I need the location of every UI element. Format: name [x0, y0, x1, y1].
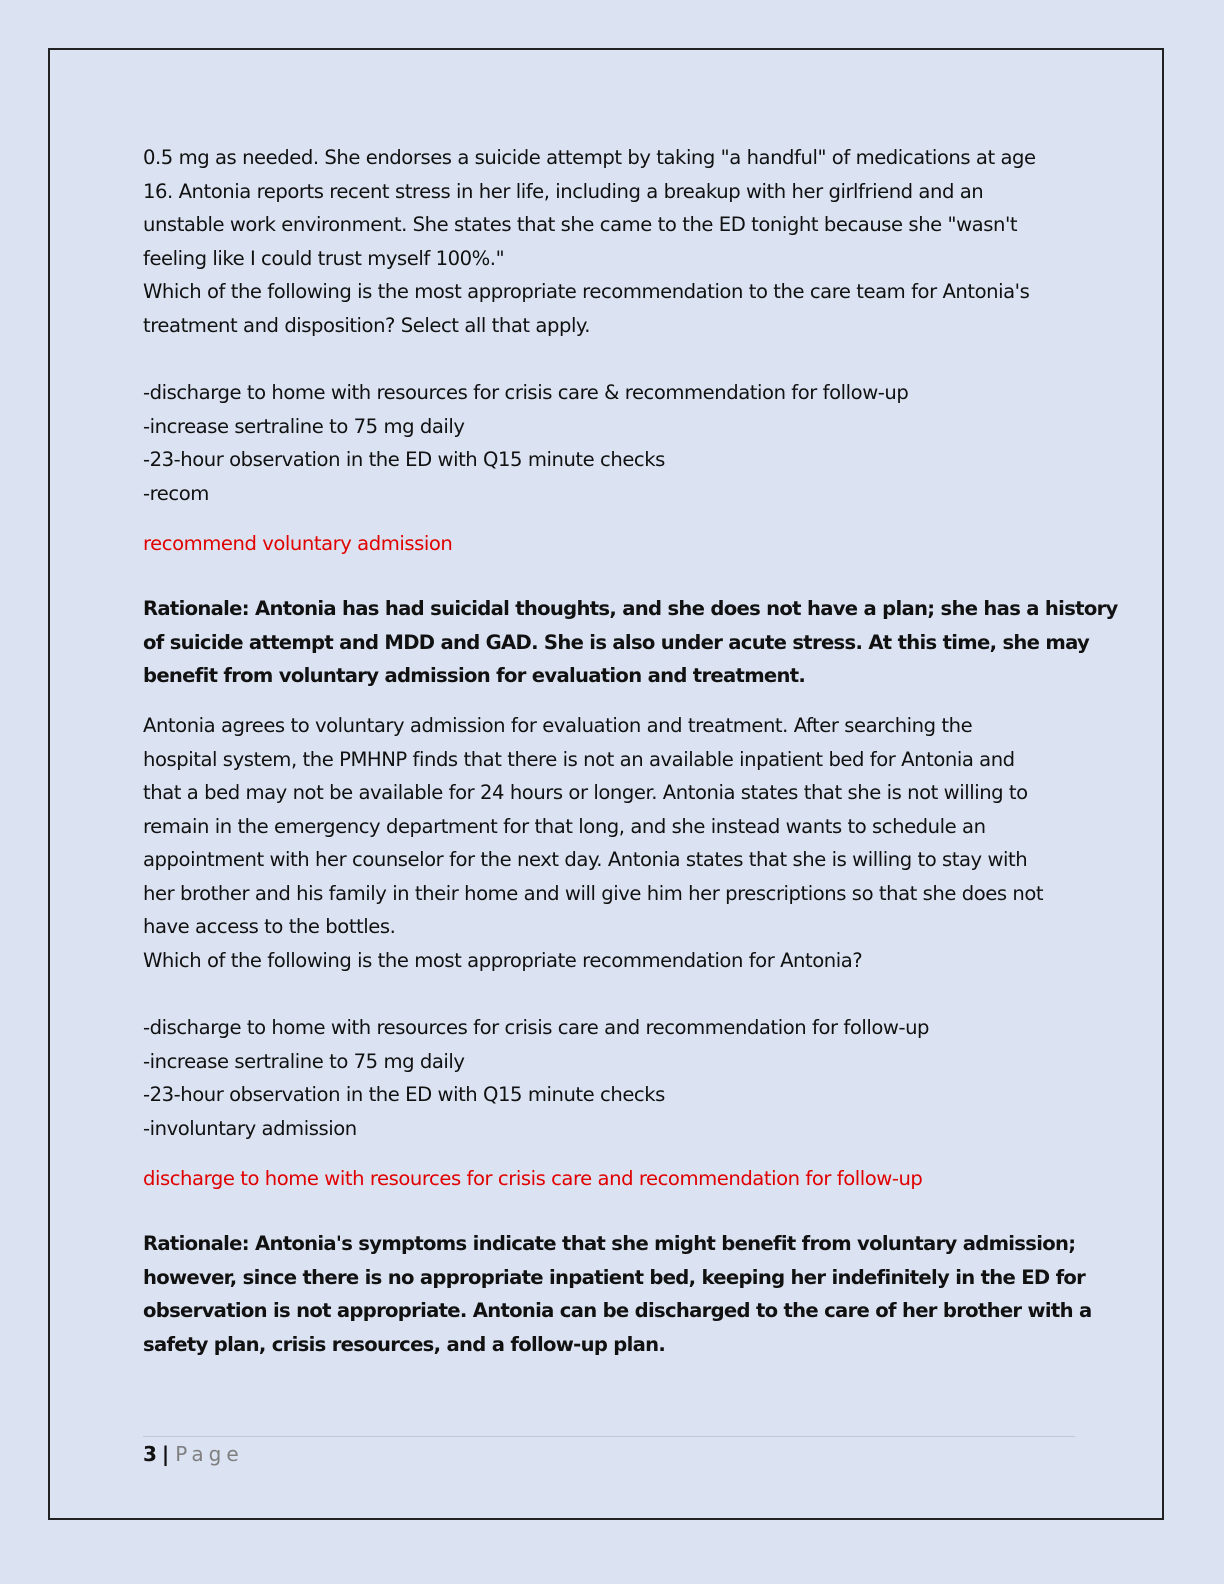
- spacer: [143, 511, 1083, 527]
- question-1-line: treatment and disposition? Select all that apply.: [143, 313, 591, 337]
- page-footer: [143, 1440, 244, 1468]
- rationale-2-line: however, since there is no appropriate inpatient bed, keeping her indefinitely in the ED for: [143, 1265, 1086, 1289]
- option-2: -increase sertraline to 75 mg daily: [143, 1049, 465, 1073]
- option-2: -increase sertraline to 75 mg daily: [143, 414, 465, 438]
- scenario-2-line: remain in the emergency department for that long, and she instead wants to schedule an: [143, 814, 986, 838]
- footer-divider: [143, 1436, 1075, 1437]
- intro-line: 16. Antonia reports recent stress in her life, including a breakup with her girlfriend and an: [143, 179, 984, 203]
- document-body: [143, 141, 1118, 1362]
- scenario-2-line: have access to the bottles.: [143, 915, 396, 939]
- page-label: Page: [175, 1442, 244, 1466]
- page-number: 3: [143, 1442, 157, 1466]
- scenario-2-line: hospital system, the PMHNP finds that there is not an available inpatient bed for Antonia and: [143, 747, 1015, 771]
- rationale-1-line: Rationale: Antonia has had suicidal thoughts, and she does not have a plan; she has a history: [143, 597, 1118, 621]
- question-1-line: Which of the following is the most appropriate recommendation to the care team for Antonia's: [143, 280, 1030, 304]
- rationale-2-line: Rationale: Antonia's symptoms indicate that she might benefit from voluntary admission;: [143, 1232, 1076, 1256]
- rationale-1-line: benefit from voluntary admission for evaluation and treatment.: [143, 664, 806, 688]
- rationale-2-line: safety plan, crisis resources, and a follow-up plan.: [143, 1333, 666, 1356]
- intro-line: feeling like I could trust myself 100%.": [143, 246, 505, 270]
- intro-line: 0.5 mg as needed. She endorses a suicide attempt by taking "a handful" of medications at age: [143, 146, 1036, 169]
- option-1: -discharge to home with resources for crisis care and recommendation for follow-up: [143, 1016, 930, 1040]
- scenario-2-line: appointment with her counselor for the next day. Antonia states that she is willing to stay with: [143, 848, 1028, 872]
- option-4: -recom: [143, 481, 209, 505]
- rationale-2-line: observation is not appropriate. Antonia can be discharged to the care of her brother with a: [143, 1299, 1092, 1323]
- spacer: [143, 560, 1083, 592]
- option-3: -23-hour observation in the ED with Q15 minute checks: [143, 448, 665, 472]
- answer-2: discharge to home with resources for crisis care and recommendation for follow-up: [143, 1166, 923, 1190]
- option-4: -involuntary admission: [143, 1117, 357, 1141]
- spacer: [143, 1146, 1083, 1162]
- question-2: Which of the following is the most appropriate recommendation for Antonia?: [143, 949, 863, 973]
- blank-line: [143, 978, 1083, 1012]
- answer-1: recommend voluntary admission: [143, 531, 453, 555]
- spacer: [143, 1195, 1083, 1227]
- scenario-2-line: that a bed may not be available for 24 hours or longer. Antonia states that she is not willing to: [143, 781, 1028, 805]
- spacer: [143, 693, 1083, 709]
- scenario-2-line: her brother and his family in their home and will give him her prescriptions so that she does not: [143, 881, 1044, 905]
- scenario-2-line: Antonia agrees to voluntary admission for evaluation and treatment. After searching the: [143, 713, 973, 737]
- rationale-1-line: of suicide attempt and MDD and GAD. She is also under acute stress. At this time, she may: [143, 630, 1090, 654]
- blank-line: [143, 343, 1083, 377]
- option-3: -23-hour observation in the ED with Q15 minute checks: [143, 1083, 665, 1107]
- option-1: -discharge to home with resources for crisis care & recommendation for follow-up: [143, 381, 909, 405]
- footer-separator: |: [161, 1442, 170, 1466]
- intro-line: unstable work environment. She states that she came to the ED tonight because she "wasn't: [143, 213, 1018, 237]
